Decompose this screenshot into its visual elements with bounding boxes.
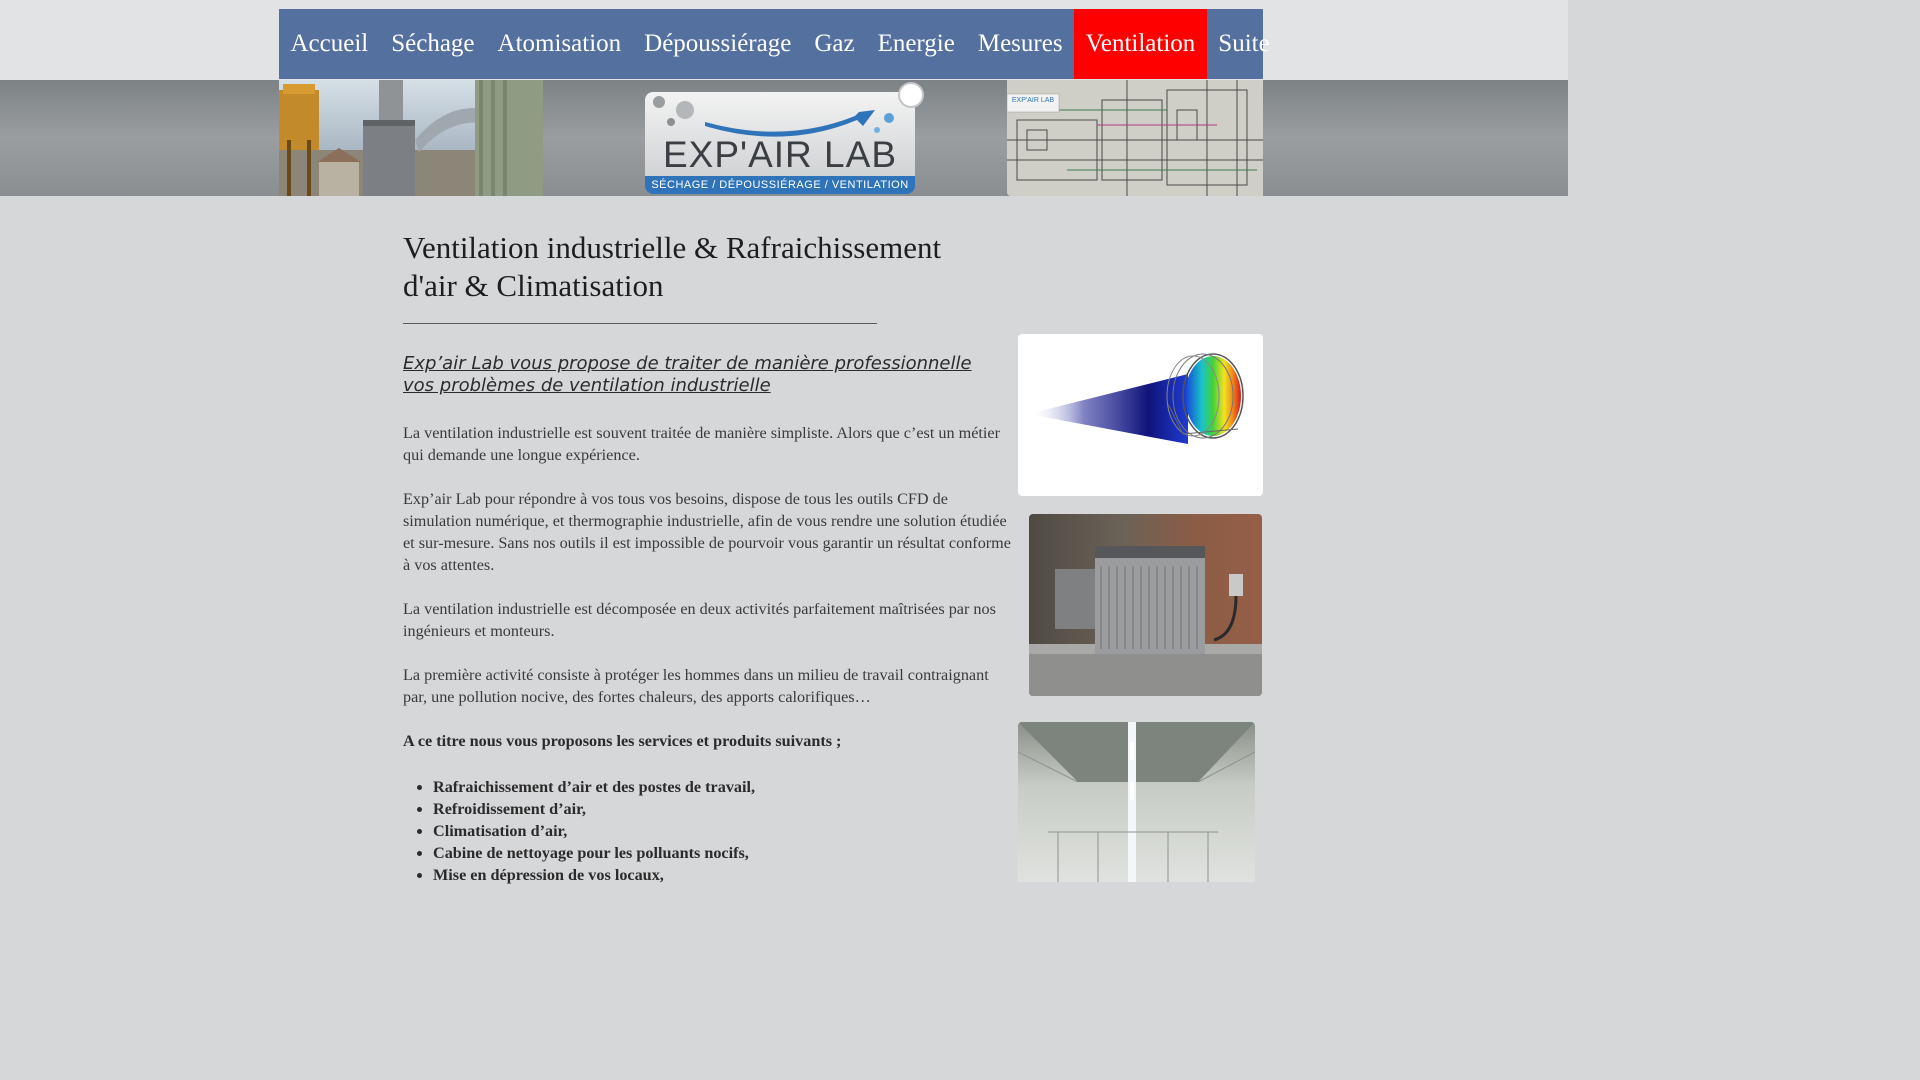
paragraph-4: La première activité consiste à protéger les hommes dans un milieu de travail contraignant par, une pollution nocive, des fortes chaleurs, des apports calorifiques… (403, 666, 989, 706)
page-title-line-1: Ventilation industrielle & Rafraichissement (403, 230, 942, 265)
nav-item-atomisation[interactable]: Atomisation (497, 30, 622, 57)
paragraph-2: Exp’air Lab pour répondre à vos tous vos besoins, dispose de tous les outils CFD de simulation numérique, et thermographie industrielle, afin de vous rendre une solution étudiée et sur-mesure. Sans nos outils il est impossible de pourvoir vous garantir un résultat conforme à vos attentes. (403, 490, 1011, 574)
list-item: • Refroidissement d’air, (433, 798, 755, 820)
list-item: • Mise en dépression de vos locaux, (433, 864, 755, 886)
title-divider (403, 323, 877, 324)
nav-item-depoussierage[interactable]: Dépoussiérage (644, 30, 792, 57)
logo-tagline: SÉCHAGE / DÉPOUSSIÉRAGE / VENTILATION (645, 176, 915, 194)
logo-wordmark: EXP'AIR LAB (663, 134, 897, 175)
nav-item-mesures[interactable]: Mesures (977, 30, 1063, 57)
nav-item-sechage[interactable]: Séchage (391, 30, 475, 57)
list-item: • Cabine de nettoyage pour les polluants nocifs, (433, 842, 755, 864)
logo-bubble-icon (897, 81, 925, 109)
services-intro: A ce titre nous vous proposons les services et produits suivants ; (403, 732, 842, 750)
banner-photo-factory (279, 80, 543, 196)
intro-subtitle-line-2: vos problèmes de ventilation industrielle (403, 375, 771, 396)
main-nav (279, 9, 1270, 79)
banner-photo-plant (1007, 80, 1263, 196)
cfd-simulation-image (1018, 334, 1263, 496)
cleaning-cabin-image (1018, 722, 1255, 882)
small-logo-text: EXP'AIR LAB (1011, 97, 1055, 104)
nav-item-ventilation[interactable]: Ventilation (1074, 9, 1207, 79)
intro-subtitle (403, 353, 1003, 397)
paragraph-3: La ventilation industrielle est décomposée en deux activités parfaitement maîtrisées par nos ingénieurs et monteurs. (403, 600, 996, 640)
nav-item-accueil[interactable]: Accueil (290, 30, 369, 57)
air-conditioner-image (1029, 514, 1262, 696)
intro-subtitle-line-1: Exp’air Lab vous propose de traiter de manière professionnelle (403, 353, 972, 374)
page-title-line-2: d'air & Climatisation (403, 268, 664, 303)
nav-item-energie[interactable]: Energie (877, 30, 955, 57)
expairlab-logo[interactable] (645, 92, 915, 194)
nav-item-gaz[interactable]: Gaz (814, 30, 855, 57)
list-item: • Climatisation d’air, (433, 820, 755, 842)
nav-item-suite[interactable]: Suite (1218, 30, 1270, 57)
services-list (403, 776, 755, 886)
page-title (403, 229, 1003, 305)
list-item: • Rafraichissement d’air et des postes de travail, (433, 776, 755, 798)
paragraph-1: La ventilation industrielle est souvent traitée de manière simpliste. Alors que c’est un métier qui demande une longue expérience. (403, 424, 1000, 464)
